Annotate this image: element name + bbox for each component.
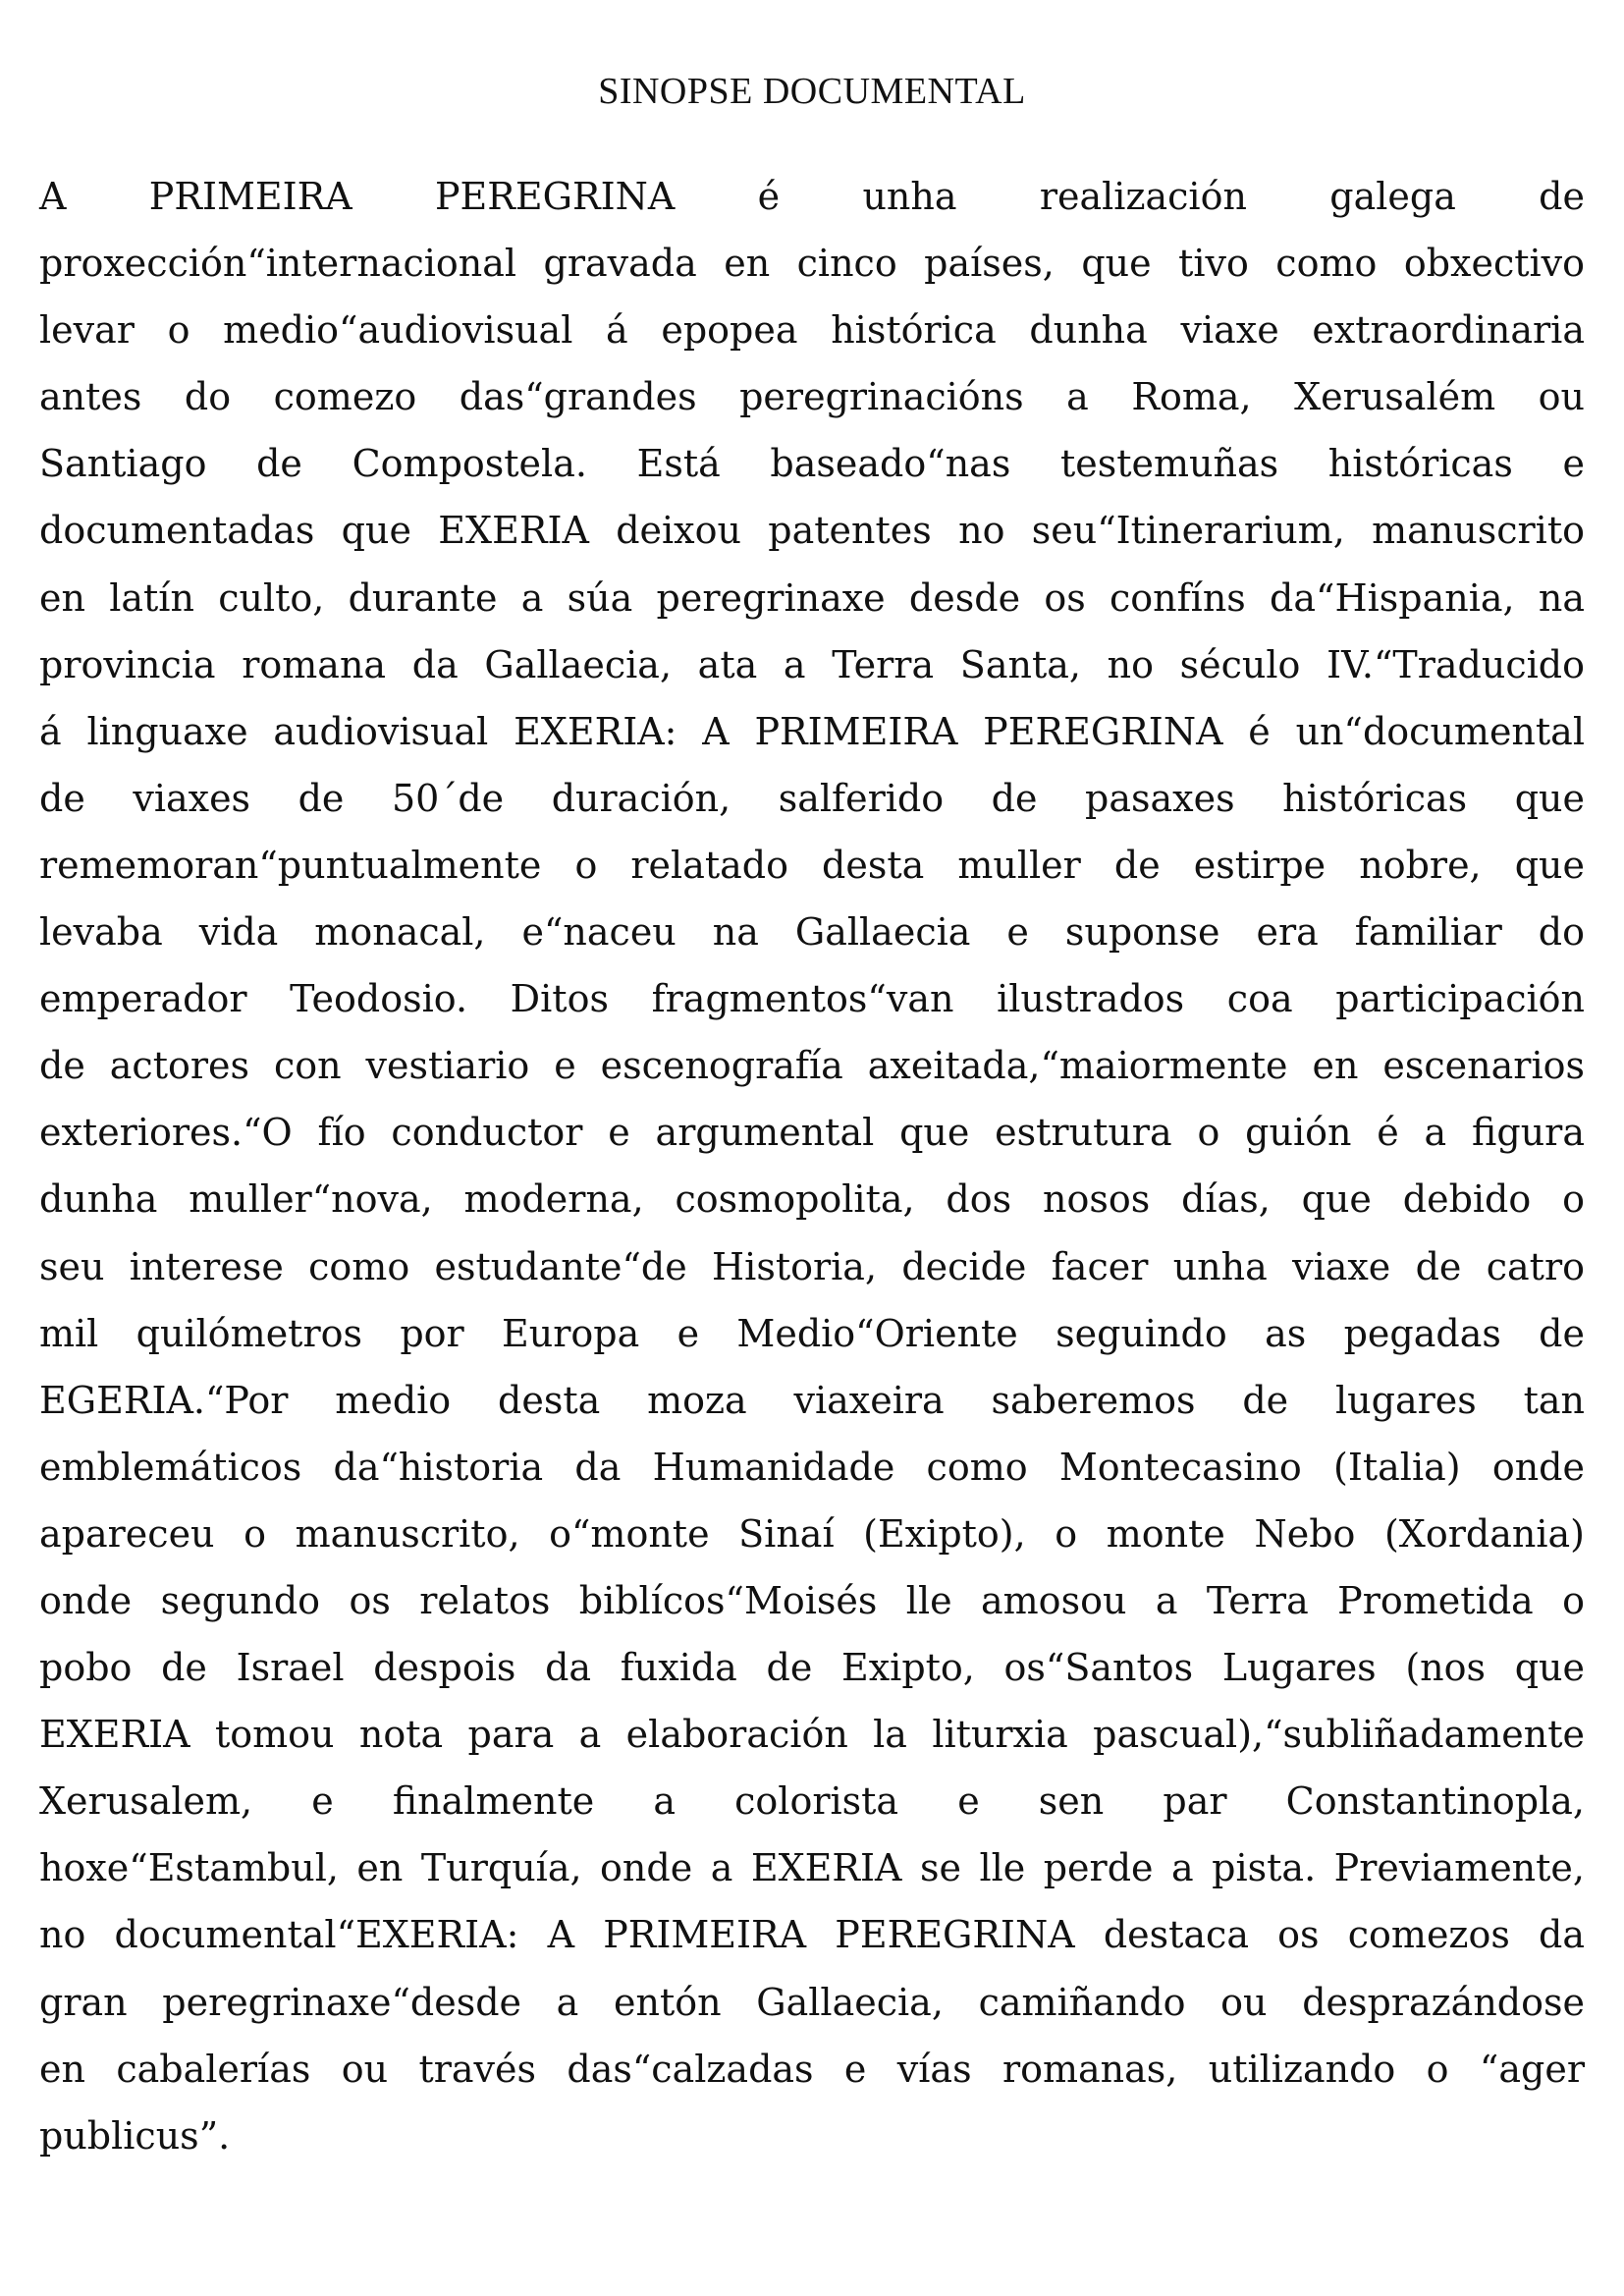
body-line: de viaxes de 50´de duración, salferido de pasaxes históricas que [39, 776, 1585, 820]
document-title: SINOPSE DOCUMENTAL [598, 71, 1026, 112]
body-line: emperador Teodosio. Ditos fragmentos“van ilustrados coa participación [39, 977, 1585, 1021]
body-line: en cabalerías ou través das“calzadas e vías romanas, utilizando o “ager [39, 2047, 1585, 2091]
body-line: gran peregrinaxe“desde a entón Gallaecia, camiñando ou desprazándose [39, 1980, 1585, 2024]
body-line: apareceu o manuscrito, o“monte Sinaí (Exipto), o monte Nebo (Xordania) [39, 1511, 1585, 1556]
body-line: exteriores.“O fío conductor e argumental que estrutura o guión é a figura [39, 1111, 1585, 1155]
body-line: de actores con vestiario e escenografía axeitada,“maiormente en escenarios [39, 1044, 1585, 1088]
body-line: dunha muller“nova, moderna, cosmopolita, dos nosos días, que debido o [39, 1177, 1585, 1222]
body-line: hoxe“Estambul, en Turquía, onde a EXERIA se lle perde a pista. Previamente, [39, 1846, 1585, 1890]
body-line: rememoran“puntualmente o relatado desta muller de estirpe nobre, que [39, 843, 1585, 887]
body-line: seu interese como estudante“de Historia, decide facer unha viaxe de catro [39, 1244, 1585, 1288]
body-line: pobo de Israel despois da fuxida de Exipto, os“Santos Lugares (nos que [39, 1646, 1585, 1690]
body-line: á linguaxe audiovisual EXERIA: A PRIMEIRA PEREGRINA é un“documental [39, 709, 1585, 753]
body-line: Xerusalem, e finalmente a colorista e sen par Constantinopla, [39, 1779, 1585, 1824]
body-line: proxección“internacional gravada en cinco países, que tivo como obxectivo [39, 242, 1585, 286]
body-line: en latín culto, durante a súa peregrinaxe desde os confíns da“Hispania, na [39, 575, 1585, 620]
body-line: emblemáticos da“historia da Humanidade como Montecasino (Italia) onde [39, 1445, 1585, 1489]
document-body [39, 163, 1585, 2169]
body-line: A PRIMEIRA PEREGRINA é unha realización galega de [39, 175, 1585, 218]
body-line: EGERIA.“Por medio desta moza viaxeira saberemos de lugares tan [39, 1378, 1585, 1422]
body-line: EXERIA tomou nota para a elaboración la liturxia pascual),“subliñadamente [39, 1713, 1585, 1757]
body-line: documentadas que EXERIA deixou patentes no seu“Itinerarium, manuscrito [39, 509, 1585, 553]
body-line: mil quilómetros por Europa e Medio“Oriente seguindo as pegadas de [39, 1311, 1585, 1355]
body-line: onde segundo os relatos biblícos“Moisés lle amosou a Terra Prometida o [39, 1578, 1585, 1622]
body-line: no documental“EXERIA: A PRIMEIRA PEREGRINA destaca os comezos da [39, 1913, 1585, 1957]
body-line: publicus”. [39, 2113, 231, 2158]
body-line: provincia romana da Gallaecia, ata a Terra Santa, no século IV.“Traducido [39, 642, 1585, 686]
body-line: antes do comezo das“grandes peregrinacións a Roma, Xerusalém ou [39, 375, 1585, 419]
body-line: levaba vida monacal, e“naceu na Gallaecia e suponse era familiar do [39, 910, 1585, 955]
body-line: Santiago de Compostela. Está baseado“nas testemuñas históricas e [39, 442, 1585, 486]
body-line: levar o medio“audiovisual á epopea histórica dunha viaxe extraordinaria [39, 308, 1585, 353]
